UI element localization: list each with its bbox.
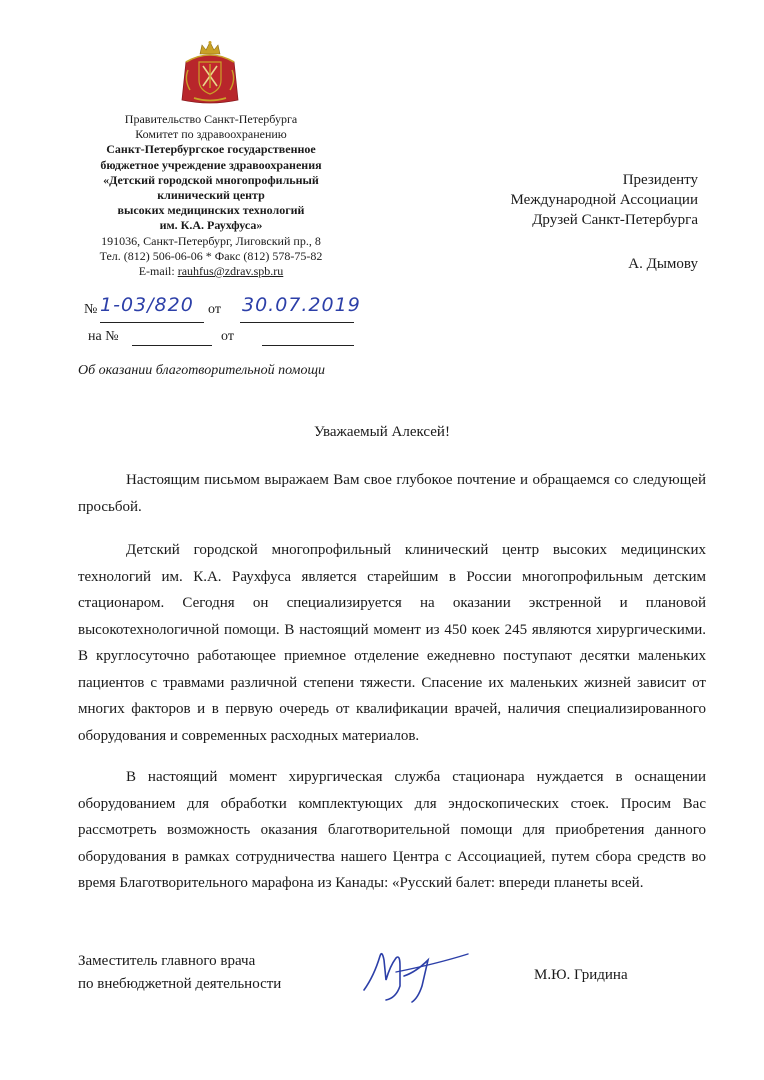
addressee-block [470,170,698,274]
email-link[interactable]: rauhfus@zdrav.spb.ru [177,264,284,279]
ref-number-handwritten: 1-03/820 [100,294,194,316]
reply-date-label: от [221,329,234,344]
letterhead-org-line: Санкт-Петербургское государственное [106,142,316,157]
paragraph-text: Настоящим письмом выражаем Вам свое глубокое почтение и обращаемся со следующей просьбой. [78,472,706,515]
subject-line: Об оказании благотворительной помощи [78,363,326,378]
body-paragraph-3 [78,764,706,897]
reply-date-line [262,345,354,346]
letterhead-address: 191036, Санкт-Петербург, Лиговский пр., 8 [101,233,321,248]
signatory-title-line: по внебюджетной деятельности [78,976,282,992]
letterhead-government: Правительство Санкт-Петербурга [124,112,298,126]
signatory-title [78,950,281,996]
reply-number-label: на № [88,329,119,344]
letterhead-org-line: им. К.А. Раухфуса» [159,218,263,233]
coat-of-arms-icon [180,40,240,108]
ref-number-line [100,322,204,323]
greeting: Уважаемый Алексей! [314,424,450,440]
email-label: E-mail: [138,264,178,279]
addressee-org: Друзей Санкт-Петербурга [532,212,698,228]
ref-number-label: № [84,302,98,317]
ref-date-label: от [208,302,221,317]
letterhead-org-line: «Детский городской многопрофильный [103,172,319,187]
ref-date-line [240,322,354,323]
letterhead-org-line: клинический центр [157,188,265,203]
ref-date-handwritten: 30.07.2019 [242,294,361,316]
paragraph-text: Детский городской многопрофильный клинический центр высоких медицинских технологий им. К.А. Раухфуса является старейшим в России многопрофильным детским стационаром. Сегодня он специализируется на оказании экстренной и плановой высокотехнологичной помощи. В настоящий момент из 450 коек 245 являются хирургическими. В круглосуточно работающее приемное отделение ежедневно поступают десятки маленьких пациентов с травмами различной степени тяжести. Спасение их маленьких жизней зависит от многих факторов и в первую очередь от квалификации врачей, наличия специализированного оборудования и современных расходных материалов. [78,542,706,744]
body-paragraph-1 [78,467,706,520]
letterhead-email-row [76,264,346,279]
reply-number-line [132,345,212,346]
signatory-title-line: Заместитель главного врача [78,953,256,969]
letterhead-committee: Комитет по здравоохранению [135,127,287,142]
addressee-position: Президенту [622,172,698,188]
addressee-name: А. Дымову [628,256,698,272]
paragraph-text: В настоящий момент хирургическая служба стационара нуждается в оснащении оборудованием для обработки комплектующих для эндоскопических стоек. Просим Вас рассмотреть возможность оказания благотворительной помощи для приобретения данного оборудования в рамках сотрудничества нашего Центра с Ассоциацией, путем сбора средств во время Благотворительного марафона из Канады: «Русский балет: впереди планеты всей. [78,769,706,891]
letterhead [76,112,346,279]
letterhead-org-line: бюджетное учреждение здравоохранения [100,157,322,172]
letterhead-org-line: высоких медицинских технологий [117,203,305,218]
letterhead-phone: Тел. (812) 506-06-06 * Факс (812) 578-75-82 [99,248,323,263]
signatory-name: М.Ю. Гридина [534,967,628,983]
addressee-org: Международной Ассоциации [510,192,698,208]
body-paragraph-2 [78,537,706,749]
handwritten-signature [356,946,476,1006]
